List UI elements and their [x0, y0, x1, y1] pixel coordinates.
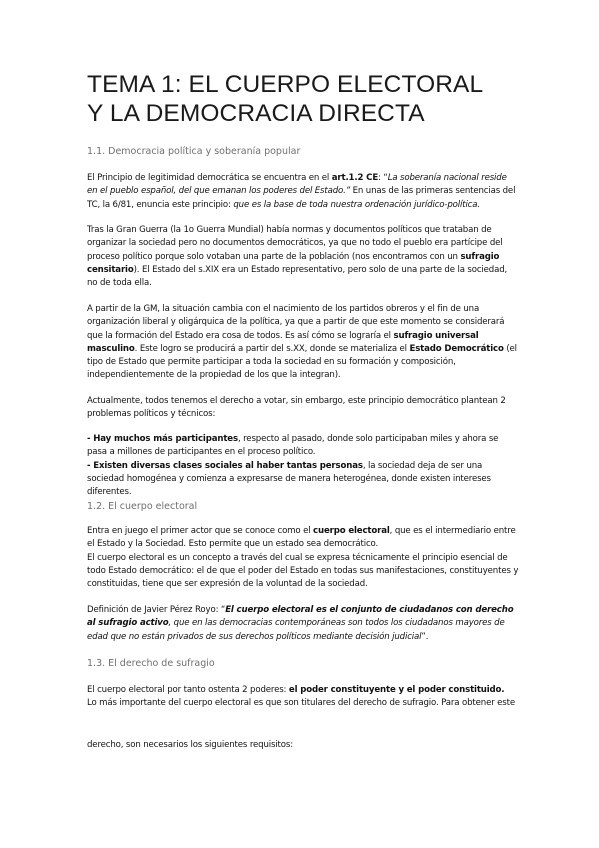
text-run: , la sociedad deja de ser una sociedad homogénea y comienza a expresarse de manera heterogénea, donde existen intereses diferentes. — [87, 460, 491, 498]
text-run: El cuerpo electoral por tanto ostenta 2 poderes: — [87, 685, 289, 695]
bold-run: art.1.2 CE — [331, 173, 379, 183]
paragraph-problemas — [87, 433, 519, 499]
title-line-1: TEMA 1: EL CUERPO ELECTORAL — [87, 71, 484, 98]
bold-italic-run: El cuerpo electoral es el conjunto de ciudadanos con derecho al sufragio activo — [87, 605, 514, 629]
text-run: , que es el intermediario entre el Estado y la Sociedad. Esto permite que un estado sea democrático. — [87, 526, 516, 550]
text-run: , respecto al pasado, donde solo participaban miles y ahora se pasa a millones de participantes en el proceso político. — [87, 434, 499, 458]
text-run: Actualmente, todos tenemos el derecho a votar, sin embargo, este principio democrático plantean 2 problemas políticos y técnicos: — [87, 396, 506, 420]
text-run: (el tipo de Estado que permite participar a toda la sociedad en su formación y composición, independientemente de la propiedad de los que la integran). — [87, 343, 517, 381]
text-run: ”. — [421, 631, 429, 642]
text-run: derecho, son necesarios los siguientes requisitos: — [87, 740, 293, 750]
bold-run: cuerpo electoral — [313, 526, 390, 536]
text-run: A partir de la GM, la situación cambia con el nacimiento de los partidos obreros y el fin de una organización liberal y oligárquica de la política, ya que a partir de que este momento se considerará que la formación del Estado era cosa de todos. Es así cómo se lograría el — [87, 304, 505, 341]
text-run: Definición de Javier Pérez Royo: “ — [87, 605, 226, 615]
paragraph-definicion — [87, 604, 519, 644]
text-run: El cuerpo electoral es un concepto a través del cual se expresa técnicamente el principio esencial de todo Estado democrático: el de que el poder del Estado en todas sus manifestaciones, constituyentes y constituidas, tiene que ser expresión de la voluntad de la sociedad. — [87, 552, 519, 590]
bold-run: sufragio universal masculino — [87, 330, 479, 354]
paragraph-legitimidad — [87, 172, 519, 212]
italic-run: que es la base de toda nuestra ordenación jurídico-política. — [233, 199, 480, 210]
paragraph-gm — [87, 303, 519, 383]
bold-run: sufragio censitario — [87, 251, 500, 275]
bold-run: Estado Democrático — [409, 343, 504, 354]
paragraph-poderes — [87, 684, 519, 711]
text-run: . Este logro se producirá a partir del s.XX, donde se materializa el — [134, 343, 410, 354]
text-run: Entra en juego el primer actor que se conoce como el — [87, 526, 314, 536]
section-heading-1-3: 1.3. El derecho de sufragio — [87, 658, 215, 669]
text-run: Lo más importante del cuerpo electoral es que son titulares del derecho de sufragio. Para obtener este — [87, 698, 515, 709]
text-run: El Principio de legitimidad democrática se encuentra en el — [87, 173, 332, 183]
section-heading-1-2: 1.2. El cuerpo electoral — [87, 501, 198, 512]
italic-run: , que en las democracias contemporáneas son todos los ciudadanos mayores de edad que no están privados de sus derechos políticos mediante decisión judicial — [87, 618, 505, 642]
section-heading-1-1: 1.1. Democracia política y soberanía popular — [87, 146, 301, 157]
page-title — [87, 70, 547, 128]
text-run: : “ — [378, 173, 388, 183]
paragraph-cuerpo-electoral — [87, 525, 519, 591]
text-run: En unas de las primeras sentencias del TC, la 6/81, enuncia este principio: — [87, 186, 516, 210]
bold-run: - Existen diversas clases sociales al haber tantas personas — [87, 460, 363, 471]
paragraph-gran-guerra — [87, 224, 519, 290]
title-line-2: Y LA DEMOCRACIA DIRECTA — [87, 100, 425, 127]
text-run: ). El Estado del s.XIX era un Estado representativo, pero solo de una parte de la sociedad, no de toda ella. — [87, 264, 508, 289]
bold-run: - Hay muchos más participantes — [87, 434, 238, 444]
paragraph-requisitos — [87, 739, 519, 752]
text-run: Tras la Gran Guerra (la 1o Guerra Mundial) había normas y documentos políticos que trataban de organizar la sociedad pero no documentos democráticos, ya que no todo el pueblo era partícipe del proceso político porque solo votaban una parte de la población (nos encontramos con un — [87, 225, 503, 262]
italic-run: La soberanía nacional reside en el pueblo español, del que emanan los poderes del Estado.” — [87, 173, 507, 197]
paragraph-actualmente — [87, 395, 519, 422]
bold-run: el poder constituyente y el poder constituido. — [288, 685, 505, 695]
